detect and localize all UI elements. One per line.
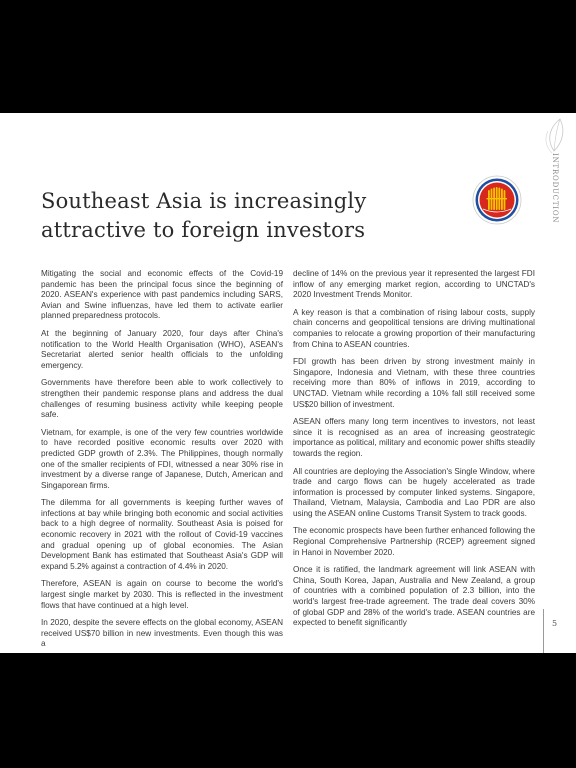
paragraph: FDI growth has been driven by strong investment mainly in Singapore, Indonesia and Vietnam, with these three countries receiving more than 80% of inflows in 2019, according to UNCTAD. Vietnam while recording a 10% fall still received some US$20 billion of investment.	[293, 357, 535, 409]
paragraph: ASEAN offers many long term incentives to investors, not least since it is recognised as an area of increasing geostrategic importance as political, military and economic power shifts steadily towards the region.	[293, 417, 535, 458]
paragraph: Once it is ratified, the landmark agreement will link ASEAN with China, South Korea, Japan, Australia and New Zealand, a group of countries with a combined population of 2.3 billion, into the world's largest free-trade agreement. The trade deal covers 30% of global GDP and 28% of the world's trade. ASEAN countries are expected to benefit significantly	[293, 565, 535, 628]
text-column-left	[41, 269, 283, 653]
paragraph: A key reason is that a combination of rising labour costs, supply chain concerns and geopolitical tensions are driving multinational companies to relocate a growing proportion of their manufacturing from China to ASEAN countries.	[293, 307, 535, 349]
leaf-ornament-icon	[540, 117, 570, 157]
paragraph: decline of 14% on the previous year it represented the largest FDI inflow of any emerging market region, according to UNCTAD's 2020 Investment Trends Monitor.	[293, 269, 535, 300]
paragraph: Governments have therefore been able to work collectively to strengthen their pandemic response plans and address the dual challenges of resuming business activity while keeping people safe.	[41, 378, 283, 420]
asean-emblem-icon	[472, 175, 522, 225]
page-number: 5	[552, 619, 558, 628]
document-page	[0, 113, 576, 653]
paragraph: Mitigating the social and economic effects of the Covid-19 pandemic has been the principal focus since the beginning of 2020. ASEAN's experience with past pandemics including SARS, Avian and Swine influenzas, have led them to activate earlier planned preparedness protocols.	[41, 269, 283, 321]
section-side-label: INTRODUCTION	[551, 153, 559, 224]
paragraph: The dilemma for all governments is keeping further waves of infections at bay while bringing both economic and social activities back to a high degree of normality. Southeast Asia is poised for economic recovery in 2021 with the rollout of Covid-19 vaccines and gradual opening up of global economies. The Asian Development Bank has estimated that Southeast Asia's GDP will expand 5.2% against a contraction of 4.4% in 2020.	[41, 498, 283, 571]
paragraph: Therefore, ASEAN is again on course to become the world's largest single market by 2030. This is reflected in the investment flows that have continued at a high level.	[41, 579, 283, 610]
paragraph: The economic prospects have been further enhanced following the Regional Comprehensive Partnership (RCEP) agreement signed in Hanoi in November 2020.	[293, 526, 535, 557]
text-column-right	[293, 269, 535, 636]
page-number-divider	[543, 609, 544, 653]
page-title: Southeast Asia is increasingly attractive to foreign investors	[41, 189, 367, 242]
paragraph: Vietnam, for example, is one of the very few countries worldwide to have recorded positive economic results over 2020 with predicted GDP growth of 2.3%. The Philippines, though normally one of the smaller recipients of FDI, witnessed a near 30% rise in investment by a diverse range of Japanese, Dutch, American and Singaporean firms.	[41, 427, 283, 490]
paragraph: All countries are deploying the Association's Single Window, where trade and cargo flows can be hugely accelerated as trade information is processed by computer linked systems. Singapore, Thailand, Vietnam, Malaysia, Cambodia and Lao PDR are also using the ASEAN online Customs Transit System to track goods.	[293, 466, 535, 518]
paragraph: At the beginning of January 2020, four days after China's notification to the World Health Organisation (WHO), ASEAN's Secretariat alerted senior health officials to the unfolding emergency.	[41, 328, 283, 370]
paragraph: In 2020, despite the severe effects on the global economy, ASEAN received US$70 billion in new investments. Even though this was a	[41, 618, 283, 649]
